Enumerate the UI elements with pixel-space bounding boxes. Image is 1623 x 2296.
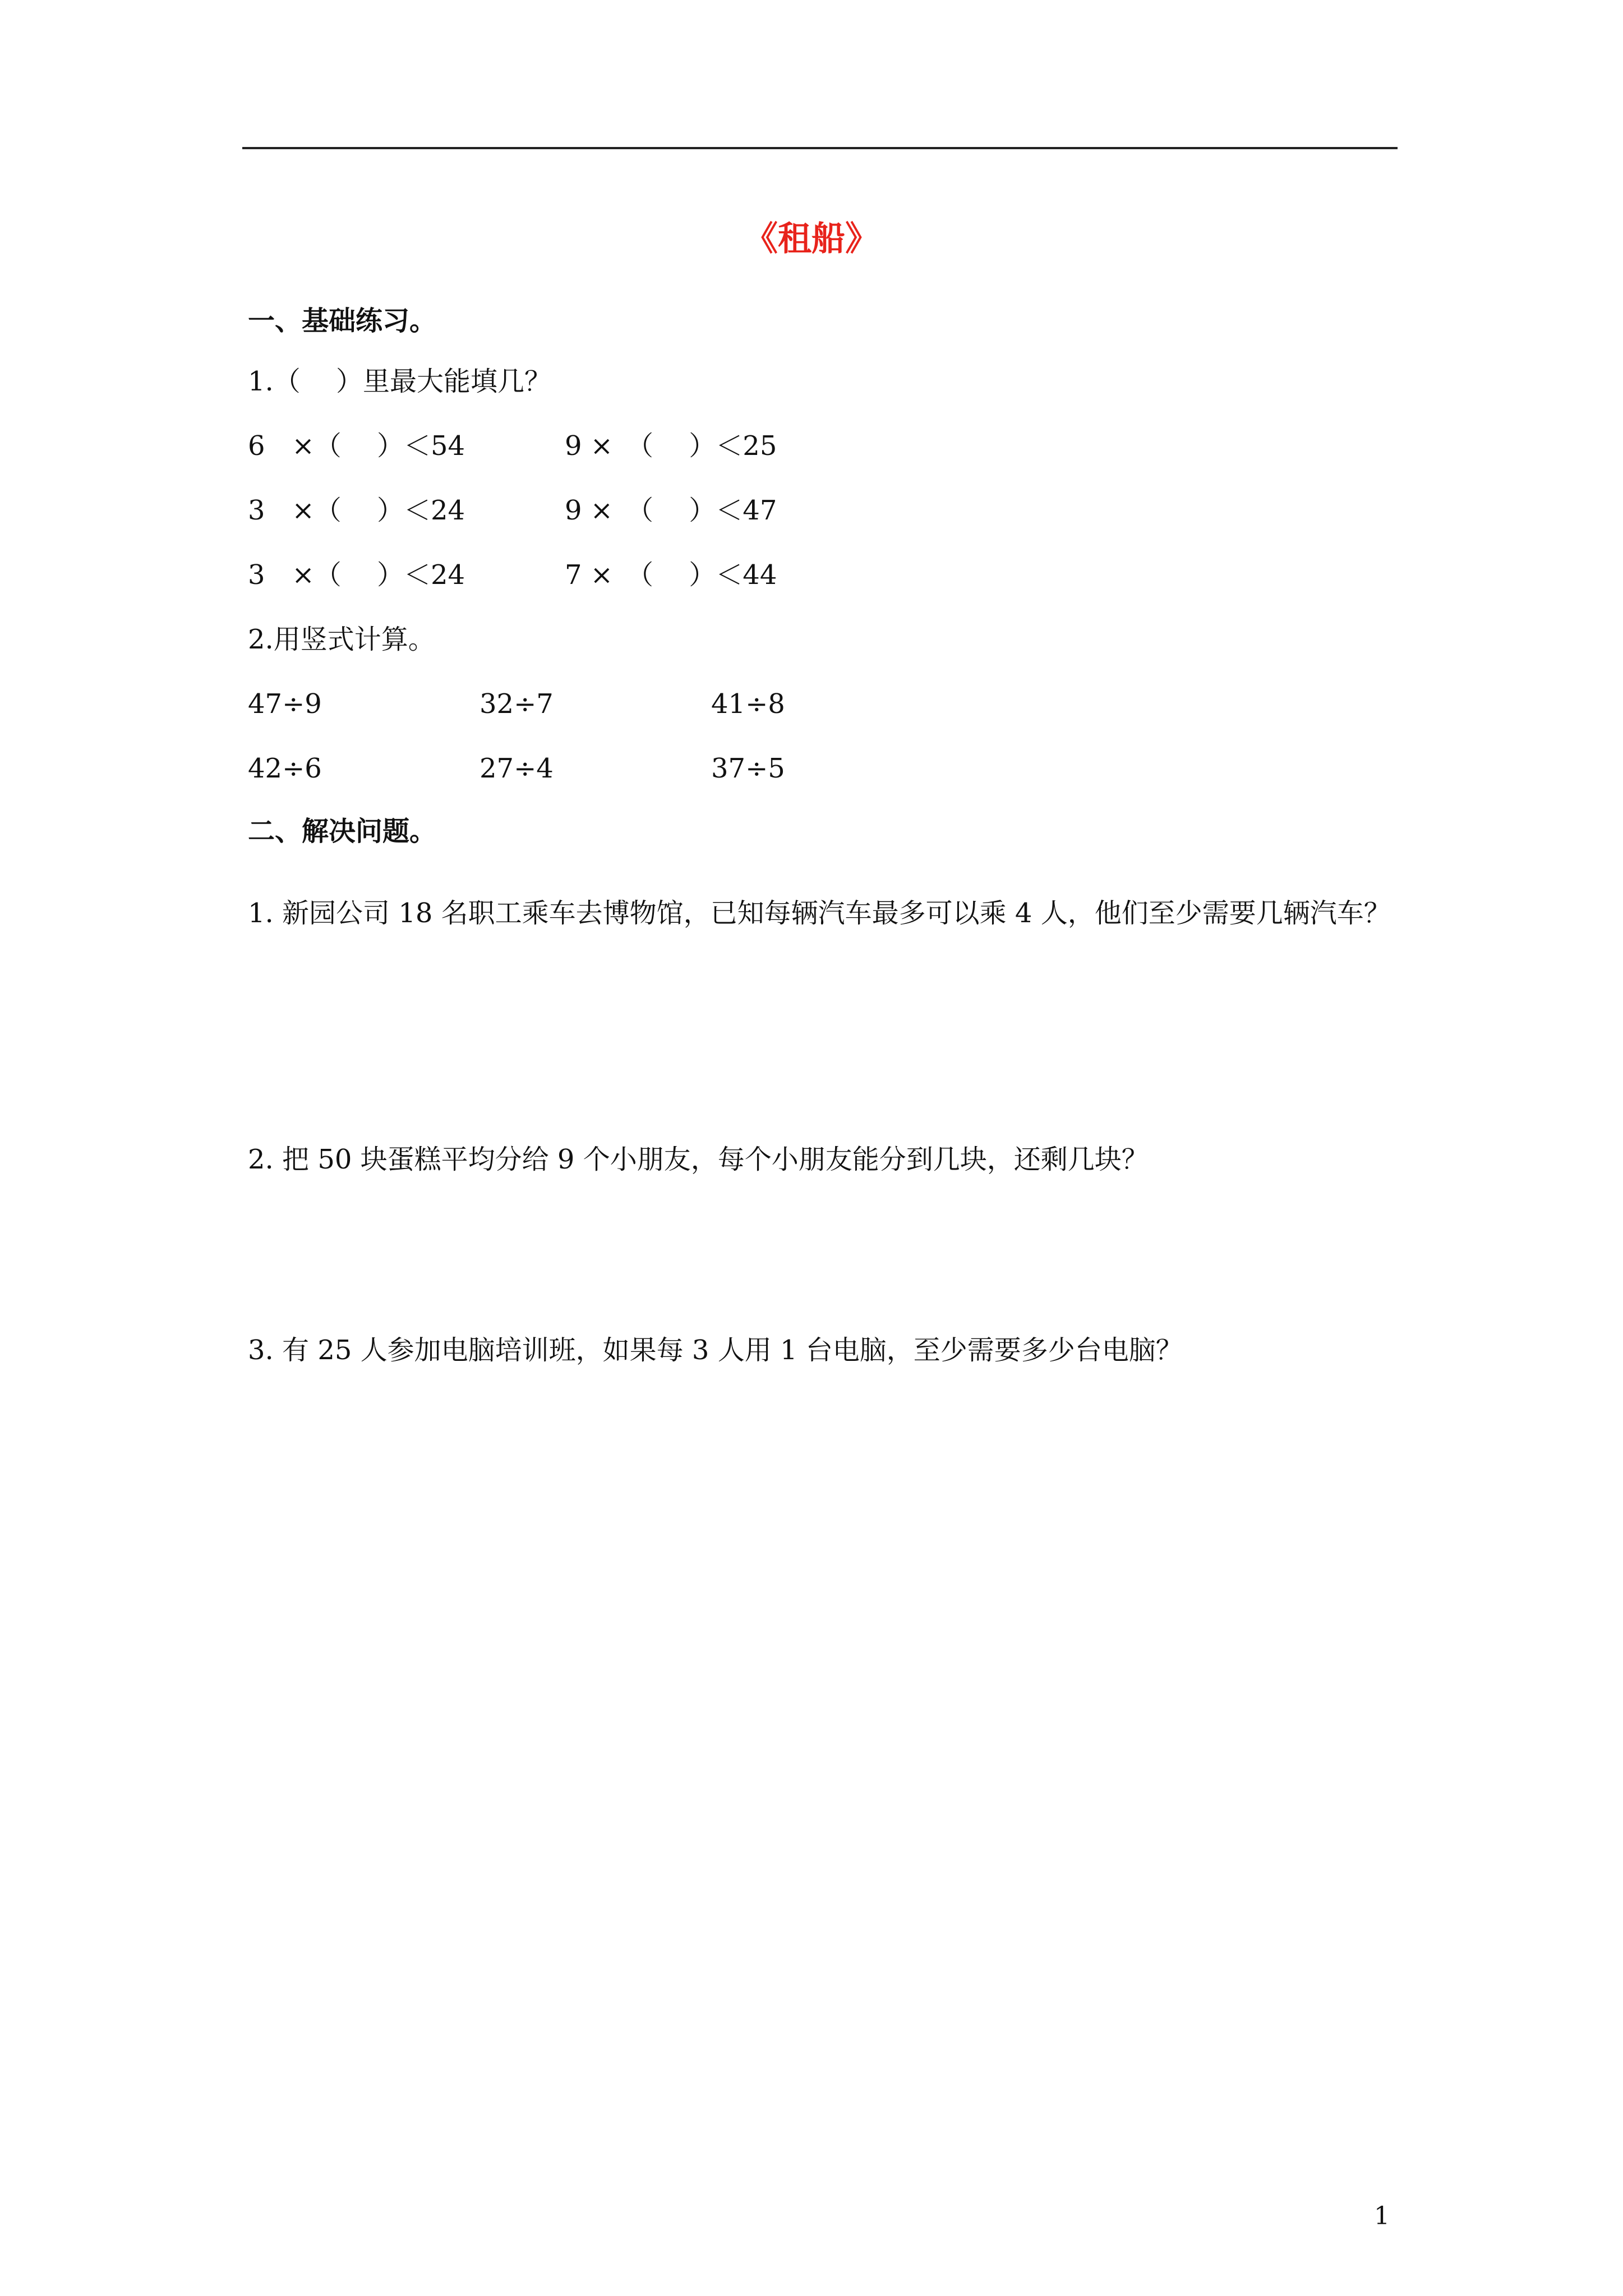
q1-row-1-right: 9 × （ ）＜25: [565, 430, 777, 462]
header-rule: [242, 147, 1398, 149]
q1-row-2-right: 9 × （ ）＜47: [565, 495, 777, 526]
q2-item: 32÷7: [479, 688, 554, 720]
q2-item: 41÷8: [711, 688, 785, 720]
section-2-heading: 二、解决问题。: [248, 816, 437, 847]
q2-item: 27÷4: [479, 753, 554, 784]
problem-2: 2. 把 50 块蛋糕平均分给 9 个小朋友，每个小朋友能分到几块，还剩几块？: [248, 1144, 1149, 1175]
q2-item: 42÷6: [248, 753, 322, 784]
problem-3: 3. 有 25 人参加电脑培训班，如果每 3 人用 1 台电脑，至少需要多少台电脑？: [248, 1335, 1183, 1366]
q2-item: 37÷5: [711, 753, 785, 784]
q1-row-3-left: 3 ×（ ）＜24: [248, 559, 465, 591]
section-1-heading: 一、基础练习。: [248, 305, 437, 337]
q1-prompt: 1.（ ）里最大能填几？: [248, 366, 552, 397]
q2-prompt: 2.用竖式计算。: [248, 624, 435, 655]
q1-row-3-right: 7 × （ ）＜44: [565, 559, 777, 591]
worksheet-title: 《租船》: [744, 219, 879, 259]
q1-row-2-left: 3 ×（ ）＜24: [248, 495, 465, 526]
q2-item: 47÷9: [248, 688, 322, 720]
problem-1: 1. 新园公司 18 名职工乘车去博物馆，已知每辆汽车最多可以乘 4 人，他们至少需要几辆汽车？: [248, 898, 1391, 929]
q1-row-1-left: 6 ×（ ）＜54: [248, 430, 465, 462]
page-number: 1: [1374, 2202, 1390, 2230]
